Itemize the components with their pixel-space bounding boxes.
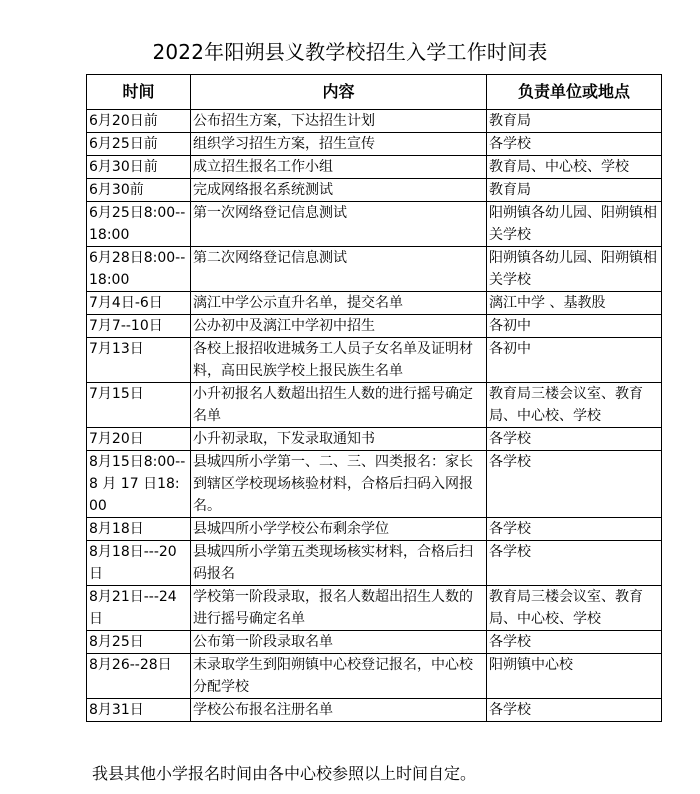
cell-content: 各校上报招收进城务工人员子女名单及证明材料，高田民族学校上报民族生名单 bbox=[191, 338, 487, 383]
cell-unit: 漓江中学 、基教股 bbox=[487, 292, 662, 315]
cell-unit: 教育局三楼会议室、教育局、中心校、学校 bbox=[487, 586, 662, 631]
cell-unit: 各学校 bbox=[487, 428, 662, 451]
cell-unit: 教育局 bbox=[487, 110, 662, 133]
cell-unit: 教育局 bbox=[487, 179, 662, 202]
table-row bbox=[87, 631, 662, 654]
cell-time: 7月7--10日 bbox=[87, 315, 191, 338]
cell-unit: 各初中 bbox=[487, 338, 662, 383]
table-row bbox=[87, 699, 662, 722]
cell-time: 6月20日前 bbox=[87, 110, 191, 133]
cell-content: 成立招生报名工作小组 bbox=[191, 156, 487, 179]
cell-content: 第二次网络登记信息测试 bbox=[191, 247, 487, 292]
cell-content: 小升初报名人数超出招生人数的进行摇号确定名单 bbox=[191, 383, 487, 428]
cell-content: 未录取学生到阳朔镇中心校登记报名，中心校分配学校 bbox=[191, 654, 487, 699]
table-row bbox=[87, 428, 662, 451]
cell-time: 7月15日 bbox=[87, 383, 191, 428]
cell-time: 6月25日8:00--18:00 bbox=[87, 202, 191, 247]
table-row bbox=[87, 338, 662, 383]
cell-unit: 各学校 bbox=[487, 631, 662, 654]
cell-content: 公布第一阶段录取名单 bbox=[191, 631, 487, 654]
cell-unit: 阳朔镇各幼儿园、阳朔镇相关学校 bbox=[487, 247, 662, 292]
cell-content: 小升初录取，下发录取通知书 bbox=[191, 428, 487, 451]
header-time: 时间 bbox=[87, 75, 191, 110]
cell-content: 学校公布报名注册名单 bbox=[191, 699, 487, 722]
cell-time: 7月13日 bbox=[87, 338, 191, 383]
header-unit: 负责单位或地点 bbox=[487, 75, 662, 110]
cell-content: 公布招生方案，下达招生计划 bbox=[191, 110, 487, 133]
cell-time: 6月25日前 bbox=[87, 133, 191, 156]
table-row bbox=[87, 586, 662, 631]
cell-content: 组织学习招生方案，招生宣传 bbox=[191, 133, 487, 156]
cell-content: 第一次网络登记信息测试 bbox=[191, 202, 487, 247]
table-row bbox=[87, 179, 662, 202]
cell-content: 县城四所小学第五类现场核实材料，合格后扫码报名 bbox=[191, 541, 487, 586]
cell-content: 漓江中学公示直升名单，提交名单 bbox=[191, 292, 487, 315]
header-content: 内容 bbox=[191, 75, 487, 110]
cell-time: 8月18日---20日 bbox=[87, 541, 191, 586]
cell-time: 8月21日---24日 bbox=[87, 586, 191, 631]
cell-content: 学校第一阶段录取，报名人数超出招生人数的进行摇号确定名单 bbox=[191, 586, 487, 631]
schedule-table bbox=[86, 74, 662, 722]
table-row bbox=[87, 202, 662, 247]
table-row bbox=[87, 518, 662, 541]
cell-time: 6月30前 bbox=[87, 179, 191, 202]
table-row bbox=[87, 383, 662, 428]
cell-unit: 各学校 bbox=[487, 133, 662, 156]
cell-unit: 各学校 bbox=[487, 518, 662, 541]
cell-time: 8月15日8:00--8 月 17 日18:00 bbox=[87, 451, 191, 518]
cell-content: 完成网络报名系统测试 bbox=[191, 179, 487, 202]
table-row bbox=[87, 541, 662, 586]
table-row bbox=[87, 654, 662, 699]
cell-content: 县城四所小学学校公布剩余学位 bbox=[191, 518, 487, 541]
table-row bbox=[87, 451, 662, 518]
cell-unit: 各学校 bbox=[487, 451, 662, 518]
cell-time: 8月25日 bbox=[87, 631, 191, 654]
table-row bbox=[87, 315, 662, 338]
cell-unit: 各学校 bbox=[487, 541, 662, 586]
cell-unit: 各初中 bbox=[487, 315, 662, 338]
cell-time: 6月28日8:00--18:00 bbox=[87, 247, 191, 292]
table-header-row bbox=[87, 75, 662, 110]
table-row bbox=[87, 247, 662, 292]
cell-time: 7月4日-6日 bbox=[87, 292, 191, 315]
cell-unit: 教育局三楼会议室、教育局、中心校、学校 bbox=[487, 383, 662, 428]
cell-time: 6月30日前 bbox=[87, 156, 191, 179]
cell-unit: 阳朔镇各幼儿园、阳朔镇相关学校 bbox=[487, 202, 662, 247]
cell-time: 8月18日 bbox=[87, 518, 191, 541]
cell-content: 公办初中及漓江中学初中招生 bbox=[191, 315, 487, 338]
table-row bbox=[87, 292, 662, 315]
cell-time: 8月31日 bbox=[87, 699, 191, 722]
cell-content: 县城四所小学第一、二、三、四类报名：家长到辖区学校现场核验材料，合格后扫码入网报名。 bbox=[191, 451, 487, 518]
page-title: 2022年阳朔县义教学校招生入学工作时间表 bbox=[152, 40, 548, 64]
cell-time: 7月20日 bbox=[87, 428, 191, 451]
cell-time: 8月26--28日 bbox=[87, 654, 191, 699]
footnote: 我县其他小学报名时间由各中心校参照以上时间自定。 bbox=[92, 764, 477, 783]
table-row bbox=[87, 133, 662, 156]
cell-unit: 教育局、中心校、学校 bbox=[487, 156, 662, 179]
cell-unit: 各学校 bbox=[487, 699, 662, 722]
cell-unit: 阳朔镇中心校 bbox=[487, 654, 662, 699]
table-row bbox=[87, 110, 662, 133]
table-row bbox=[87, 156, 662, 179]
